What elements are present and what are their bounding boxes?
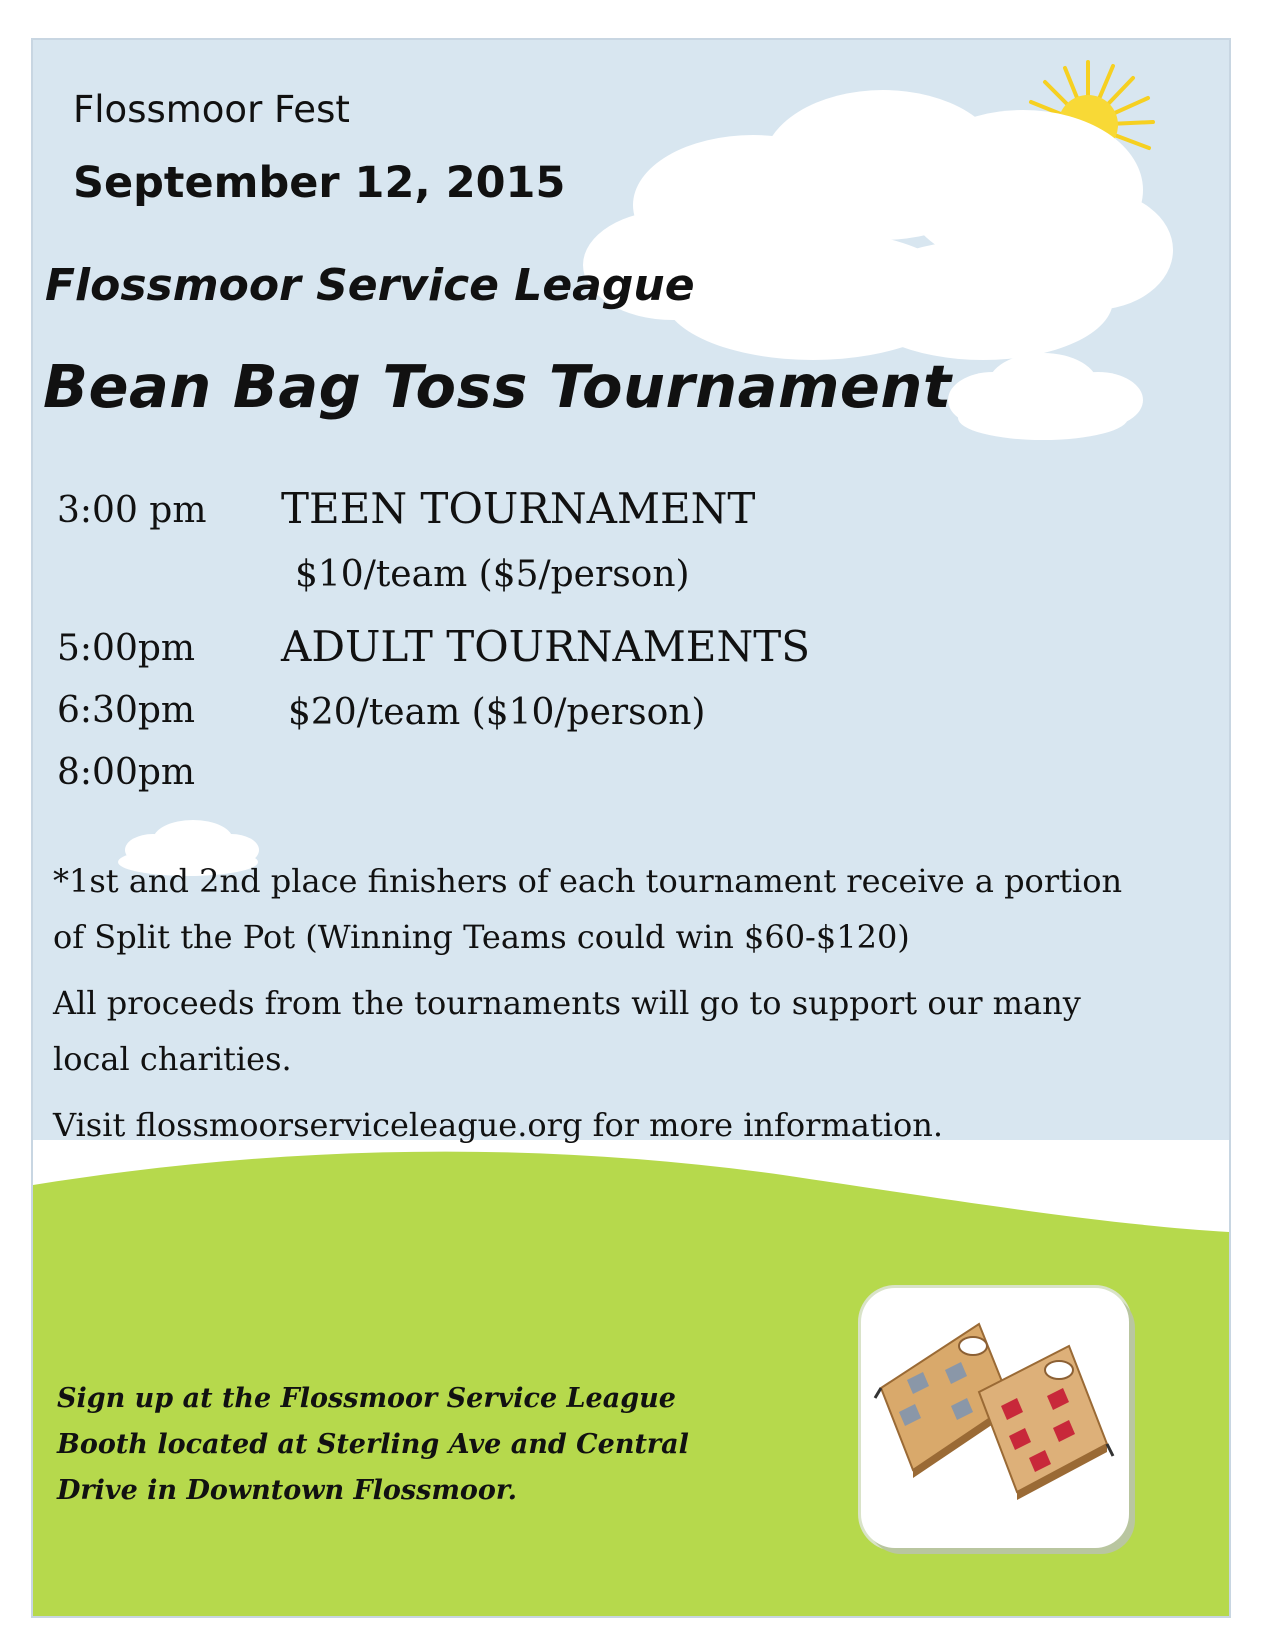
event-date: September 12, 2015 [73, 158, 566, 208]
signup-line1: Sign up at the Flossmoor Service League [57, 1383, 676, 1414]
proceeds-line2: local charities. [53, 1040, 292, 1078]
cloud-icon [583, 90, 1173, 360]
cloud-icon [948, 353, 1143, 440]
adult-time-1: 5:00pm [57, 628, 196, 669]
organization-name: Flossmoor Service League [45, 260, 695, 311]
cornhole-boards-icon [861, 1288, 1129, 1548]
prize-note-line2: of Split the Pot (Winning Teams could win $60-$120) [53, 918, 910, 956]
cornhole-photo [861, 1288, 1129, 1548]
teen-tournament-name: TEEN TOURNAMENT [281, 484, 756, 533]
adult-tournament-name: ADULT TOURNAMENTS [281, 622, 810, 671]
adult-fee: $20/team ($10/person) [288, 692, 706, 733]
prize-note-line1: *1st and 2nd place finishers of each tournament receive a portion [53, 862, 1123, 900]
adult-time-3: 8:00pm [57, 752, 196, 793]
page-title: Bean Bag Toss Tournament [43, 352, 952, 421]
visit-info: Visit flossmoorserviceleague.org for more information. [53, 1106, 943, 1144]
proceeds-line1: All proceeds from the tournaments will go to support our many [53, 984, 1081, 1022]
teen-fee: $10/team ($5/person) [295, 554, 690, 595]
flyer [31, 38, 1231, 1618]
teen-time: 3:00 pm [57, 490, 207, 531]
signup-line3: Drive in Downtown Flossmoor. [57, 1475, 518, 1506]
signup-line2: Booth located at Sterling Ave and Central [57, 1429, 689, 1460]
adult-time-2: 6:30pm [57, 690, 196, 731]
event-name: Flossmoor Fest [73, 88, 350, 131]
